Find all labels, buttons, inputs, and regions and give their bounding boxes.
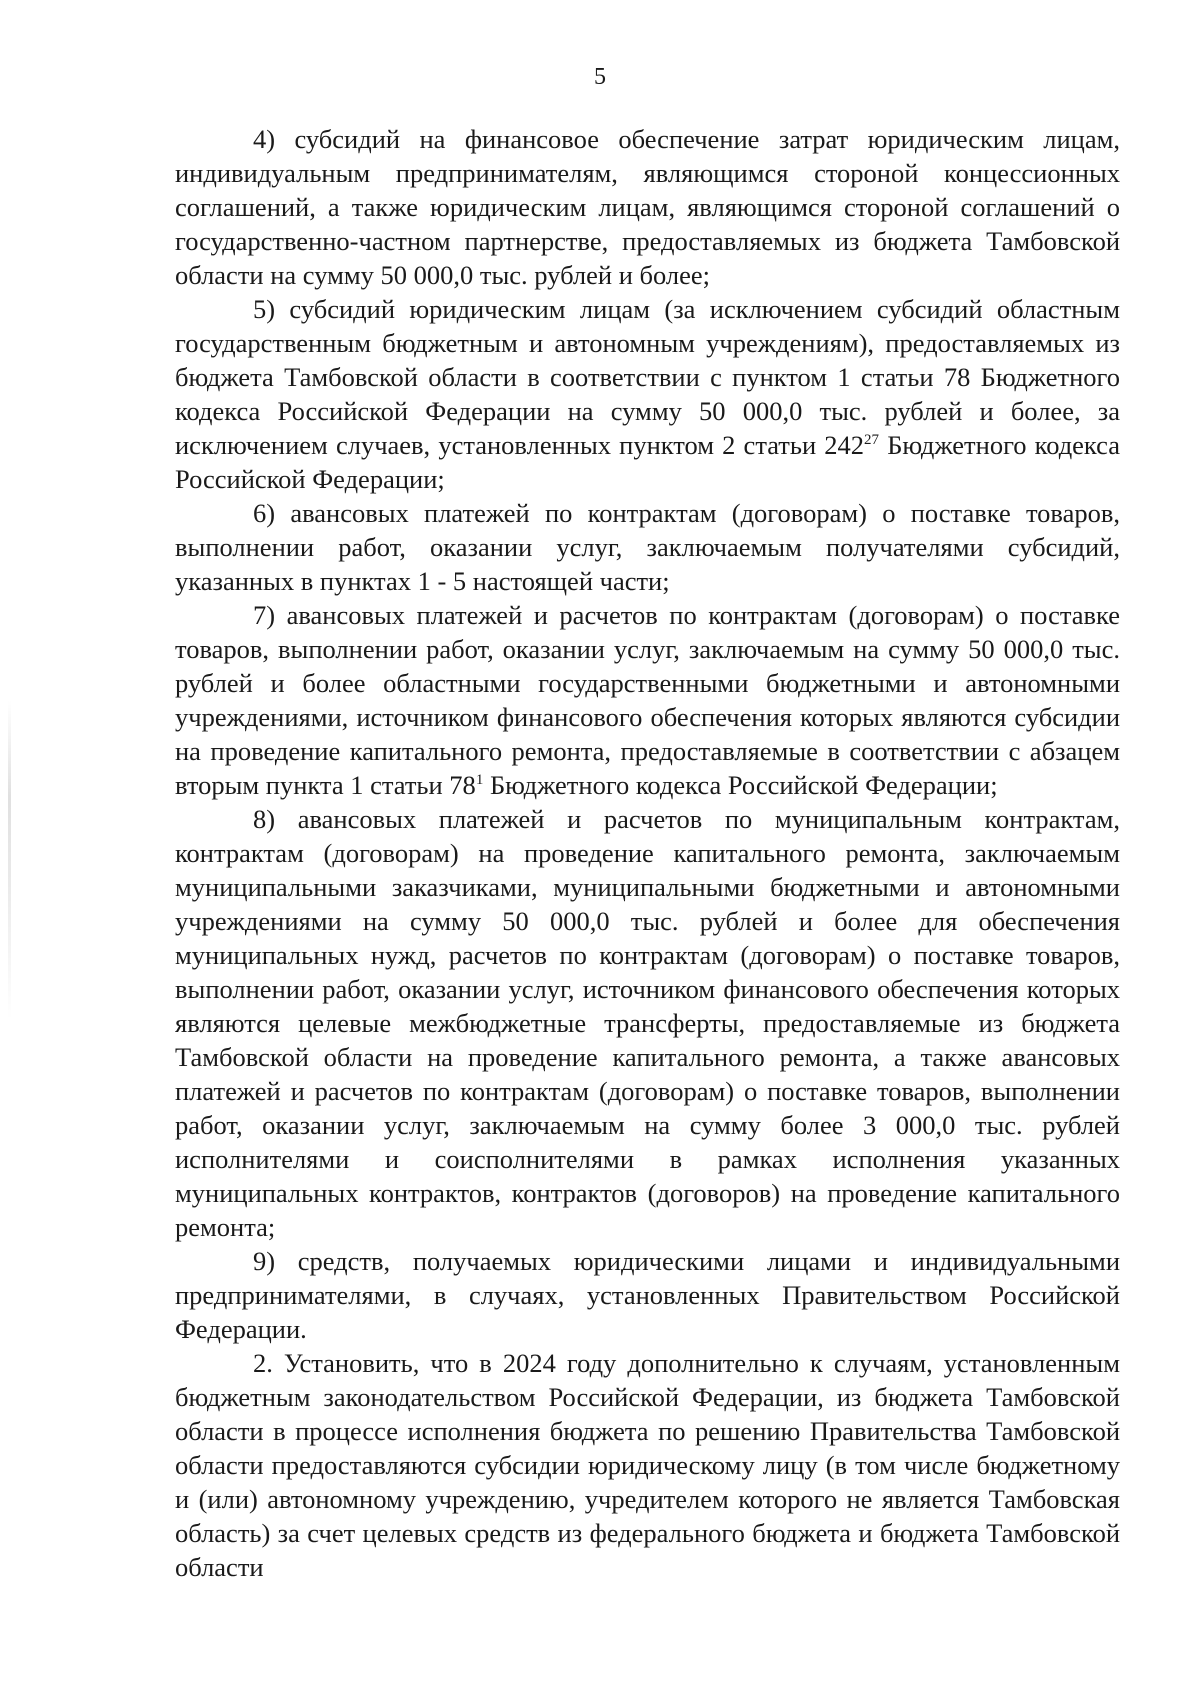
article-superscript: 1 <box>475 772 484 789</box>
paragraph-item-5 <box>175 292 1120 496</box>
paragraph-item-6: 6) авансовых платежей по контрактам (договорам) о поставке товаров, выполнении работ, оказании услуг, заключаемым получателями субсидий, указанных в пунктах 1 - 5 настоящей части; <box>175 498 1120 596</box>
paragraph-item-4: 4) субсидий на финансовое обеспечение затрат юридическим лицам, индивидуальным предпринимателям, являющимся стороной концессионных соглашений, а также юридическим лицам, являющимся стороной соглашений о государственно-частном партнерстве, предоставляемых из бюджета Тамбовской области на сумму 50 000,0 тыс. рублей и более; <box>175 124 1120 290</box>
document-body <box>175 122 1120 1584</box>
paragraph-item-5-text: 5) субсидий юридическим лицам (за исключением субсидий областным государственным бюджетным и автономным учреждениям), предоставляемых из бюджета Тамбовской области в соответствии с пунктом 1 статьи 78 Бюджетного кодекса Российской Федерации на сумму 50 000,0 тыс. рублей и более, за исключением случаев, установленных пунктом 2 статьи 242 <box>175 294 1120 460</box>
article-superscript: 27 <box>864 432 880 449</box>
paragraph-item-9: 9) средств, получаемых юридическими лицами и индивидуальными предпринимателями, в случаях, установленных Правительством Российской Федерации. <box>175 1246 1120 1344</box>
paragraph-item-7-tail: Бюджетного кодекса Российской Федерации; <box>483 770 998 800</box>
scan-edge-shadow <box>8 700 11 1020</box>
page-number: 5 <box>594 64 606 90</box>
paragraph-section-2: 2. Установить, что в 2024 году дополнительно к случаям, установленным бюджетным законодательством Российской Федерации, из бюджета Тамбовской области в процессе исполнения бюджета по решению Правительства Тамбовской области предоставляются субсидии юридическому лицу (в том числе бюджетному и (или) автономному учреждению, учредителем которого не является Тамбовская область) за счет целевых средств из федерального бюджета и бюджета Тамбовской области <box>175 1348 1120 1582</box>
paragraph-item-5-tail: Бюджетного кодекса Российской Федерации; <box>175 430 1120 494</box>
paragraph-item-7 <box>175 598 1120 802</box>
paragraph-item-7-text: 7) авансовых платежей и расчетов по контрактам (договорам) о поставке товаров, выполнении работ, оказании услуг, заключаемым на сумму 50 000,0 тыс. рублей и более областными государственными бюджетными и автономными учреждениями, источником финансового обеспечения которых являются субсидии на проведение капитального ремонта, предоставляемые в соответствии с абзацем вторым пункта 1 статьи 78 <box>175 600 1120 800</box>
paragraph-item-8: 8) авансовых платежей и расчетов по муниципальным контрактам, контрактам (договорам) на проведение капитального ремонта, заключаемым муниципальными заказчиками, муниципальными бюджетными и автономными учреждениями на сумму 50 000,0 тыс. рублей и более для обеспечения муниципальных нужд, расчетов по контрактам (договорам) о поставке товаров, выполнении работ, оказании услуг, источником финансового обеспечения которых являются целевые межбюджетные трансферты, предоставляемые из бюджета Тамбовской области на проведение капитального ремонта, а также авансовых платежей и расчетов по контрактам (договорам) о поставке товаров, выполнении работ, оказании услуг, заключаемым на сумму более 3 000,0 тыс. рублей исполнителями и соисполнителями в рамках исполнения указанных муниципальных контрактов, контрактов (договоров) на проведение капитального ремонта; <box>175 804 1120 1242</box>
